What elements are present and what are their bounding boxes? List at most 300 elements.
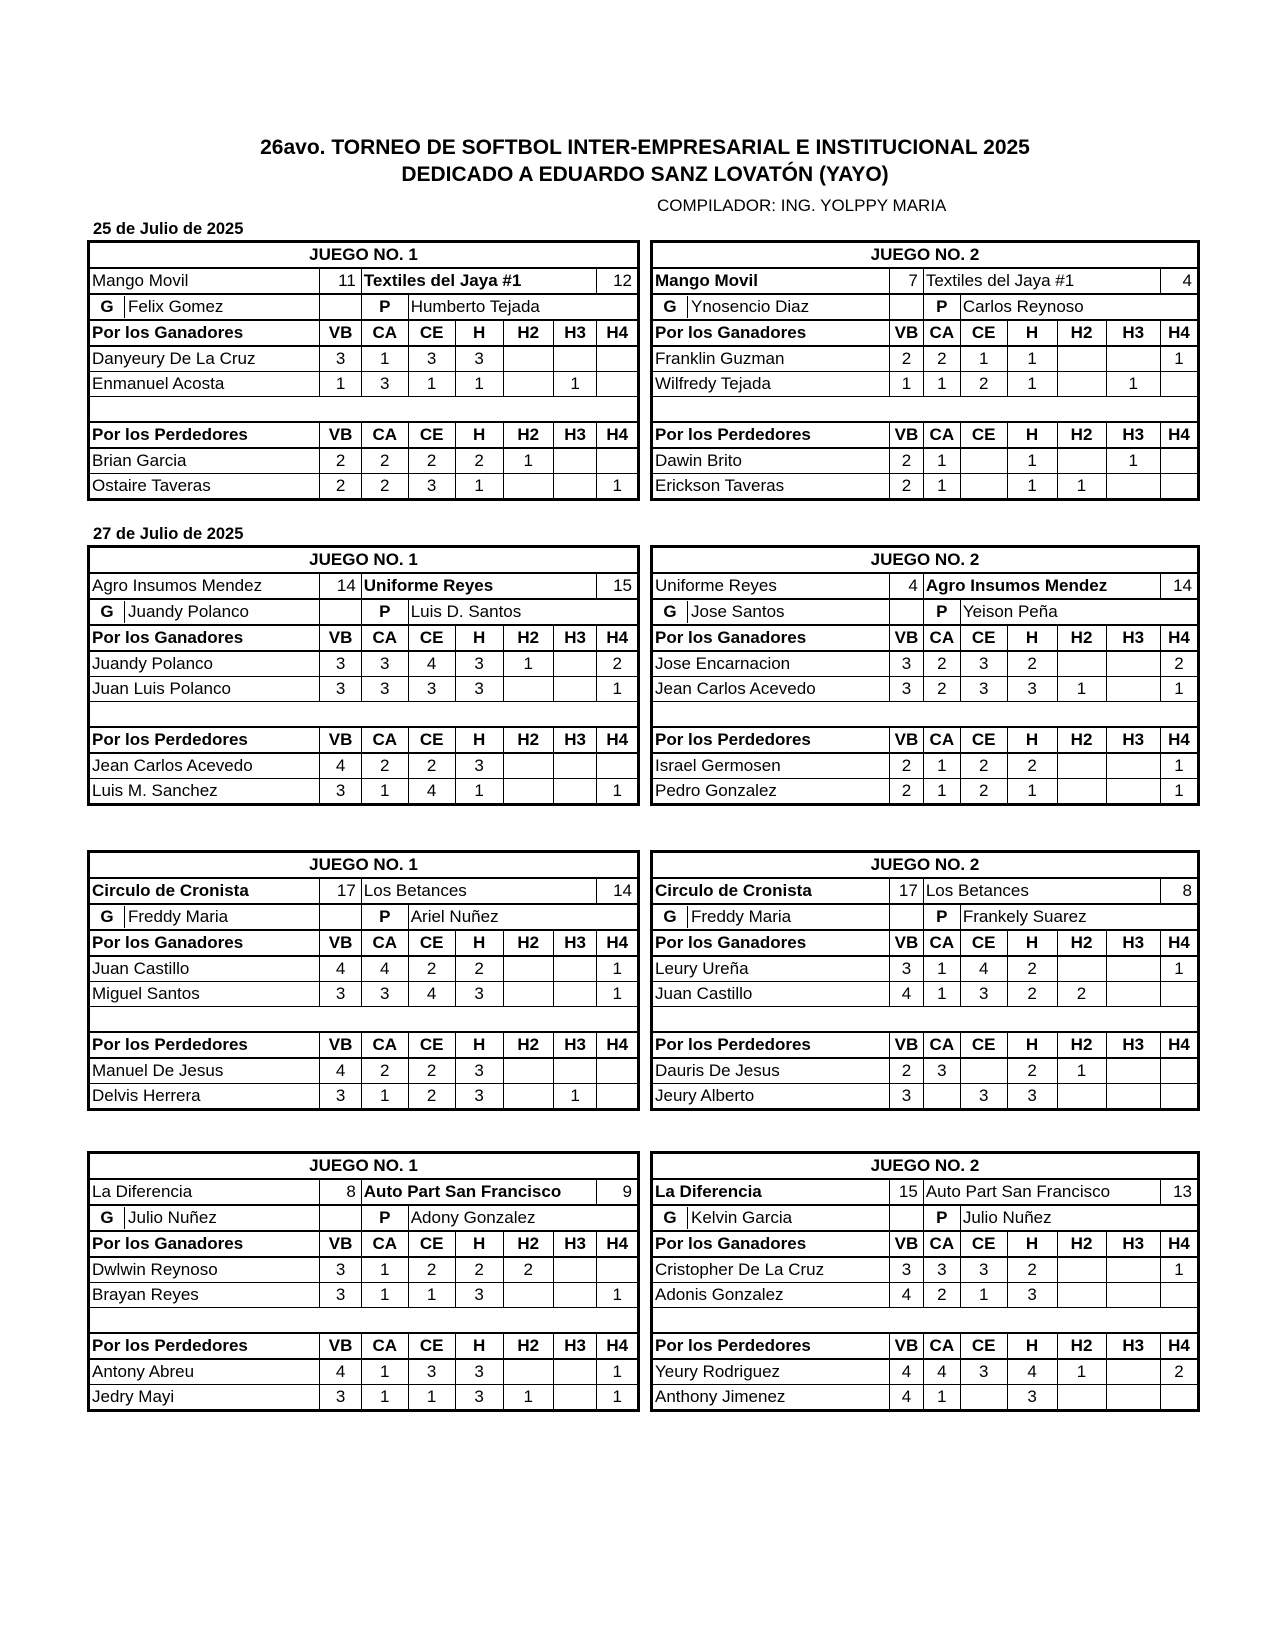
- stat-col-vb: VB: [890, 1032, 924, 1058]
- player-name: Miguel Santos: [89, 982, 320, 1007]
- team2-name: Agro Insumos Mendez: [923, 573, 1160, 599]
- team2-score: 14: [597, 878, 639, 904]
- stat-ca: 4: [361, 956, 408, 982]
- stat-ce: [960, 448, 1007, 474]
- stat-h3: [553, 956, 597, 982]
- stat-ca: 3: [923, 1058, 960, 1084]
- stat-col-vb: VB: [890, 422, 924, 448]
- stat-h: 1: [1007, 346, 1057, 372]
- stat-ca: 2: [923, 1283, 960, 1308]
- teams-row: [652, 1179, 1199, 1205]
- stat-col-h4: H4: [597, 930, 639, 956]
- team2-name: Auto Part San Francisco: [923, 1179, 1160, 1205]
- player-row: [652, 956, 1199, 982]
- player-row: [89, 982, 639, 1007]
- winners-header-row: [89, 625, 639, 651]
- stat-h4: [1160, 1385, 1198, 1411]
- stat-ce: 3: [960, 1257, 1007, 1283]
- pitchers-row: [652, 294, 1199, 320]
- player-row: [652, 753, 1199, 779]
- stat-h2: [1057, 651, 1106, 677]
- stat-ca: 1: [923, 956, 960, 982]
- stat-h3: [1106, 779, 1160, 805]
- player-name: Anthony Jimenez: [652, 1385, 890, 1411]
- player-row: [89, 779, 639, 805]
- losers-section-label: Por los Perdedores: [89, 727, 320, 753]
- stat-col-h4: H4: [597, 1231, 639, 1257]
- stat-h3: 1: [1106, 372, 1160, 397]
- stat-h4: [597, 1058, 639, 1084]
- stat-ce: 2: [408, 956, 455, 982]
- stat-ce: 4: [960, 956, 1007, 982]
- game-title-row: [652, 1153, 1199, 1180]
- stat-h: 3: [455, 677, 503, 702]
- stat-ce: 3: [960, 1084, 1007, 1110]
- spacer-cell: [89, 397, 639, 423]
- stat-col-h4: H4: [1160, 625, 1198, 651]
- stat-vb: 4: [890, 1385, 924, 1411]
- stat-col-h2: H2: [503, 930, 553, 956]
- winning-pitcher-cell: [89, 599, 320, 625]
- stat-col-h2: H2: [503, 320, 553, 346]
- stat-col-vb: VB: [320, 1333, 361, 1359]
- spacer-cell: [890, 904, 924, 930]
- stat-ce: 2: [960, 779, 1007, 805]
- game-box-score: [87, 545, 640, 806]
- pitchers-row: [652, 1205, 1199, 1231]
- stat-h: 2: [1007, 753, 1057, 779]
- stat-h2: [503, 677, 553, 702]
- losers-header-row: [89, 727, 639, 753]
- stat-vb: 2: [320, 448, 361, 474]
- teams-row: [652, 878, 1199, 904]
- stat-col-ce: CE: [408, 1333, 455, 1359]
- stat-h: 2: [455, 1257, 503, 1283]
- winners-header-row: [89, 320, 639, 346]
- spacer-cell: [320, 1205, 361, 1231]
- losers-header-row: [89, 422, 639, 448]
- player-row: [89, 1385, 639, 1411]
- stat-h3: [1106, 982, 1160, 1007]
- stat-col-h4: H4: [1160, 930, 1198, 956]
- stat-col-h3: H3: [1106, 1333, 1160, 1359]
- stat-h: 3: [1007, 677, 1057, 702]
- stat-h2: [503, 474, 553, 500]
- player-name: Ostaire Taveras: [89, 474, 320, 500]
- team1-score: 14: [320, 573, 361, 599]
- player-name: Leury Ureña: [652, 956, 890, 982]
- losing-pitcher-label: P: [923, 904, 960, 930]
- player-row: [89, 753, 639, 779]
- game-box-score: [650, 850, 1200, 1111]
- player-row: [89, 677, 639, 702]
- player-name: Jose Encarnacion: [652, 651, 890, 677]
- stat-ce: 1: [408, 1283, 455, 1308]
- teams-row: [652, 268, 1199, 294]
- stat-col-h2: H2: [503, 625, 553, 651]
- player-row: [652, 1283, 1199, 1308]
- stat-col-h3: H3: [1106, 422, 1160, 448]
- team2-name: Los Betances: [923, 878, 1160, 904]
- stat-h: 3: [1007, 1283, 1057, 1308]
- spacer-row: [652, 1007, 1199, 1033]
- stat-h4: 2: [1160, 1359, 1198, 1385]
- team2-score: 12: [597, 268, 639, 294]
- player-row: [89, 474, 639, 500]
- stat-ca: 1: [361, 779, 408, 805]
- spacer-cell: [890, 1205, 924, 1231]
- team1-score: 7: [890, 268, 924, 294]
- stat-h: 1: [1007, 474, 1057, 500]
- stat-vb: 3: [890, 956, 924, 982]
- stat-h4: 2: [597, 651, 639, 677]
- stat-h4: 1: [1160, 346, 1198, 372]
- stat-col-ce: CE: [408, 320, 455, 346]
- teams-row: [89, 268, 639, 294]
- teams-row: [89, 573, 639, 599]
- winning-pitcher-label: G: [653, 1207, 688, 1229]
- spacer-row: [652, 1308, 1199, 1334]
- stat-h4: 1: [597, 956, 639, 982]
- stat-col-h2: H2: [1057, 727, 1106, 753]
- stat-ce: 3: [408, 474, 455, 500]
- winners-header-row: [652, 930, 1199, 956]
- stat-h4: [597, 1257, 639, 1283]
- stat-h3: [553, 779, 597, 805]
- stat-h2: [503, 753, 553, 779]
- stat-col-ce: CE: [960, 727, 1007, 753]
- stat-h4: 1: [1160, 753, 1198, 779]
- stat-col-h: H: [455, 1333, 503, 1359]
- stat-col-h: H: [1007, 625, 1057, 651]
- winners-section-label: Por los Ganadores: [652, 1231, 890, 1257]
- stat-h4: 1: [597, 1385, 639, 1411]
- stat-h3: [1106, 1058, 1160, 1084]
- stat-col-h2: H2: [503, 1032, 553, 1058]
- compiler-credit: COMPILADOR: ING. YOLPPY MARIA: [657, 196, 947, 215]
- player-name: Danyeury De La Cruz: [89, 346, 320, 372]
- player-name: Antony Abreu: [89, 1359, 320, 1385]
- losers-section-label: Por los Perdedores: [652, 727, 890, 753]
- stat-h2: [503, 779, 553, 805]
- winning-pitcher-name: Kelvin Garcia: [691, 1208, 793, 1227]
- stat-col-h3: H3: [1106, 930, 1160, 956]
- stat-col-h4: H4: [1160, 320, 1198, 346]
- losers-header-row: [652, 1333, 1199, 1359]
- stat-h: 1: [1007, 372, 1057, 397]
- stat-h4: [1160, 1058, 1198, 1084]
- stat-h3: [553, 346, 597, 372]
- game-title: JUEGO NO. 2: [652, 1153, 1199, 1180]
- stat-col-ca: CA: [361, 422, 408, 448]
- player-row: [89, 1359, 639, 1385]
- stat-ca: 1: [361, 1257, 408, 1283]
- stat-col-h2: H2: [1057, 625, 1106, 651]
- stat-ce: 2: [408, 1084, 455, 1110]
- stat-col-h4: H4: [1160, 1231, 1198, 1257]
- stat-col-ca: CA: [361, 727, 408, 753]
- stat-ca: 2: [923, 651, 960, 677]
- player-row: [89, 651, 639, 677]
- stat-col-ce: CE: [408, 930, 455, 956]
- losing-pitcher-label: P: [923, 599, 960, 625]
- stat-h4: 1: [597, 779, 639, 805]
- player-name: Brayan Reyes: [89, 1283, 320, 1308]
- game-box-score: [87, 850, 640, 1111]
- losing-pitcher-label: P: [361, 1205, 408, 1231]
- stat-h3: [553, 1257, 597, 1283]
- winning-pitcher-name: Freddy Maria: [128, 907, 229, 926]
- player-name: Jean Carlos Acevedo: [652, 677, 890, 702]
- team2-score: 13: [1160, 1179, 1198, 1205]
- losing-pitcher-name: Luis D. Santos: [408, 599, 638, 625]
- spacer-cell: [320, 904, 361, 930]
- player-row: [89, 1257, 639, 1283]
- stat-col-vb: VB: [890, 1231, 924, 1257]
- stat-vb: 2: [890, 474, 924, 500]
- player-row: [652, 1058, 1199, 1084]
- stat-ca: 1: [923, 448, 960, 474]
- player-row: [652, 1084, 1199, 1110]
- stat-vb: 1: [320, 372, 361, 397]
- team2-name: Los Betances: [361, 878, 597, 904]
- stat-ca: 2: [361, 448, 408, 474]
- stat-ca: 3: [361, 372, 408, 397]
- player-name: Jedry Mayi: [89, 1385, 320, 1411]
- stat-h: 2: [455, 956, 503, 982]
- stat-h3: [553, 474, 597, 500]
- team2-name: Textiles del Jaya #1: [923, 268, 1160, 294]
- pitchers-row: [89, 1205, 639, 1231]
- stat-h2: 1: [503, 448, 553, 474]
- team1-name: Uniforme Reyes: [652, 573, 890, 599]
- team2-name: Textiles del Jaya #1: [361, 268, 597, 294]
- player-name: Erickson Taveras: [652, 474, 890, 500]
- stat-ca: 1: [923, 779, 960, 805]
- stat-col-h: H: [455, 625, 503, 651]
- winners-header-row: [652, 1231, 1199, 1257]
- winners-section-label: Por los Ganadores: [89, 930, 320, 956]
- player-name: Manuel De Jesus: [89, 1058, 320, 1084]
- stat-col-h2: H2: [503, 1333, 553, 1359]
- stat-col-ce: CE: [960, 1032, 1007, 1058]
- stat-col-ce: CE: [960, 930, 1007, 956]
- stat-h3: [1106, 651, 1160, 677]
- stat-vb: 3: [320, 1084, 361, 1110]
- losers-header-row: [89, 1032, 639, 1058]
- stat-h2: [503, 372, 553, 397]
- stat-col-h: H: [1007, 1333, 1057, 1359]
- stat-col-ca: CA: [923, 422, 960, 448]
- stat-col-h4: H4: [597, 320, 639, 346]
- section-date: 25 de Julio de 2025: [93, 220, 244, 238]
- stat-col-ce: CE: [408, 625, 455, 651]
- stat-col-h: H: [1007, 930, 1057, 956]
- spacer-row: [89, 1007, 639, 1033]
- stat-col-ce: CE: [408, 1032, 455, 1058]
- player-row: [652, 474, 1199, 500]
- stat-col-h4: H4: [1160, 422, 1198, 448]
- pitchers-row: [89, 904, 639, 930]
- stat-col-h: H: [1007, 1032, 1057, 1058]
- stat-ce: 4: [408, 982, 455, 1007]
- team1-name: La Diferencia: [652, 1179, 890, 1205]
- team1-score: 15: [890, 1179, 924, 1205]
- losers-header-row: [652, 1032, 1199, 1058]
- stat-h: 3: [455, 651, 503, 677]
- stat-vb: 2: [890, 1058, 924, 1084]
- winners-header-row: [652, 625, 1199, 651]
- pitchers-row: [89, 294, 639, 320]
- stat-col-h3: H3: [553, 1032, 597, 1058]
- stat-h4: [1160, 982, 1198, 1007]
- winners-section-label: Por los Ganadores: [89, 625, 320, 651]
- stat-col-vb: VB: [890, 625, 924, 651]
- stat-col-h3: H3: [553, 625, 597, 651]
- game-title: JUEGO NO. 2: [652, 547, 1199, 574]
- stat-ce: 1: [408, 372, 455, 397]
- stat-col-h: H: [1007, 422, 1057, 448]
- stat-col-h4: H4: [1160, 1032, 1198, 1058]
- stat-col-h4: H4: [597, 1333, 639, 1359]
- team1-name: Circulo de Cronista: [652, 878, 890, 904]
- stat-h4: [597, 372, 639, 397]
- stat-col-h3: H3: [553, 1231, 597, 1257]
- winning-pitcher-label: G: [90, 296, 125, 318]
- stat-col-vb: VB: [320, 727, 361, 753]
- stat-col-ca: CA: [361, 1032, 408, 1058]
- stat-col-ce: CE: [960, 422, 1007, 448]
- spacer-cell: [320, 599, 361, 625]
- stat-ca: 4: [923, 1359, 960, 1385]
- spacer-cell: [89, 1308, 639, 1334]
- stat-h2: [503, 1359, 553, 1385]
- stat-ca: 2: [361, 474, 408, 500]
- stat-h2: [503, 346, 553, 372]
- stat-h: 2: [1007, 1058, 1057, 1084]
- team1-name: Mango Movil: [652, 268, 890, 294]
- stat-ca: 3: [361, 651, 408, 677]
- game-title-row: [652, 547, 1199, 574]
- stat-ce: 3: [408, 346, 455, 372]
- player-name: Dawin Brito: [652, 448, 890, 474]
- losers-section-label: Por los Perdedores: [652, 1333, 890, 1359]
- stat-h2: 1: [1057, 677, 1106, 702]
- stat-vb: 1: [890, 372, 924, 397]
- pitchers-row: [89, 599, 639, 625]
- stat-col-vb: VB: [320, 930, 361, 956]
- stat-h3: 1: [1106, 448, 1160, 474]
- stat-h2: 1: [1057, 1058, 1106, 1084]
- losers-section-label: Por los Perdedores: [652, 422, 890, 448]
- stat-ce: 2: [408, 1257, 455, 1283]
- stat-col-vb: VB: [890, 320, 924, 346]
- winners-header-row: [652, 320, 1199, 346]
- player-row: [652, 651, 1199, 677]
- player-row: [652, 1257, 1199, 1283]
- stat-col-h2: H2: [503, 422, 553, 448]
- stat-vb: 3: [890, 1257, 924, 1283]
- stat-col-ca: CA: [361, 930, 408, 956]
- team1-score: 17: [320, 878, 361, 904]
- spacer-row: [89, 1308, 639, 1334]
- winning-pitcher-cell: [652, 599, 890, 625]
- team1-score: 11: [320, 268, 361, 294]
- stat-col-vb: VB: [320, 320, 361, 346]
- stat-ce: 4: [408, 651, 455, 677]
- stat-col-h: H: [455, 320, 503, 346]
- stat-h: 3: [455, 1084, 503, 1110]
- game-title: JUEGO NO. 2: [652, 242, 1199, 269]
- stat-ca: 3: [361, 677, 408, 702]
- stat-col-h2: H2: [1057, 1032, 1106, 1058]
- stat-ca: 1: [361, 1283, 408, 1308]
- stat-col-h2: H2: [1057, 930, 1106, 956]
- team2-score: 9: [597, 1179, 639, 1205]
- game-title-row: [652, 852, 1199, 879]
- stat-col-h2: H2: [503, 727, 553, 753]
- teams-row: [652, 573, 1199, 599]
- player-row: [89, 956, 639, 982]
- player-name: Pedro Gonzalez: [652, 779, 890, 805]
- stat-h4: [1160, 1084, 1198, 1110]
- player-name: Juan Castillo: [89, 956, 320, 982]
- stat-col-ca: CA: [361, 320, 408, 346]
- spacer-cell: [890, 294, 924, 320]
- stat-col-ca: CA: [923, 320, 960, 346]
- losing-pitcher-name: Frankely Suarez: [960, 904, 1198, 930]
- losing-pitcher-name: Humberto Tejada: [408, 294, 638, 320]
- stat-h: 3: [455, 1385, 503, 1411]
- stat-col-h: H: [455, 930, 503, 956]
- game-title: JUEGO NO. 1: [89, 242, 639, 269]
- stat-h2: 1: [1057, 1359, 1106, 1385]
- stat-col-h4: H4: [597, 422, 639, 448]
- stat-vb: 2: [890, 448, 924, 474]
- winning-pitcher-label: G: [653, 296, 688, 318]
- stat-col-h: H: [455, 1231, 503, 1257]
- stat-ce: 2: [960, 753, 1007, 779]
- stat-h: 4: [1007, 1359, 1057, 1385]
- stat-col-h3: H3: [1106, 1231, 1160, 1257]
- team1-score: 4: [890, 573, 924, 599]
- stat-col-ce: CE: [408, 727, 455, 753]
- spacer-row: [89, 702, 639, 728]
- teams-row: [89, 1179, 639, 1205]
- winning-pitcher-cell: [652, 904, 890, 930]
- stat-ce: 3: [408, 677, 455, 702]
- stat-col-vb: VB: [890, 930, 924, 956]
- stat-col-h: H: [1007, 320, 1057, 346]
- stat-col-vb: VB: [320, 1032, 361, 1058]
- stat-vb: 4: [320, 1359, 361, 1385]
- stat-ce: 3: [960, 1359, 1007, 1385]
- stat-h2: [503, 956, 553, 982]
- stat-col-ca: CA: [923, 727, 960, 753]
- stat-vb: 3: [890, 677, 924, 702]
- stat-ce: 1: [960, 1283, 1007, 1308]
- stat-vb: 2: [320, 474, 361, 500]
- losers-section-label: Por los Perdedores: [89, 422, 320, 448]
- spacer-cell: [320, 294, 361, 320]
- stat-vb: 3: [320, 1257, 361, 1283]
- stat-h2: [1057, 753, 1106, 779]
- stat-col-h3: H3: [553, 930, 597, 956]
- player-row: [89, 372, 639, 397]
- stat-h2: 1: [1057, 474, 1106, 500]
- stat-vb: 4: [320, 1058, 361, 1084]
- stat-h2: [1057, 448, 1106, 474]
